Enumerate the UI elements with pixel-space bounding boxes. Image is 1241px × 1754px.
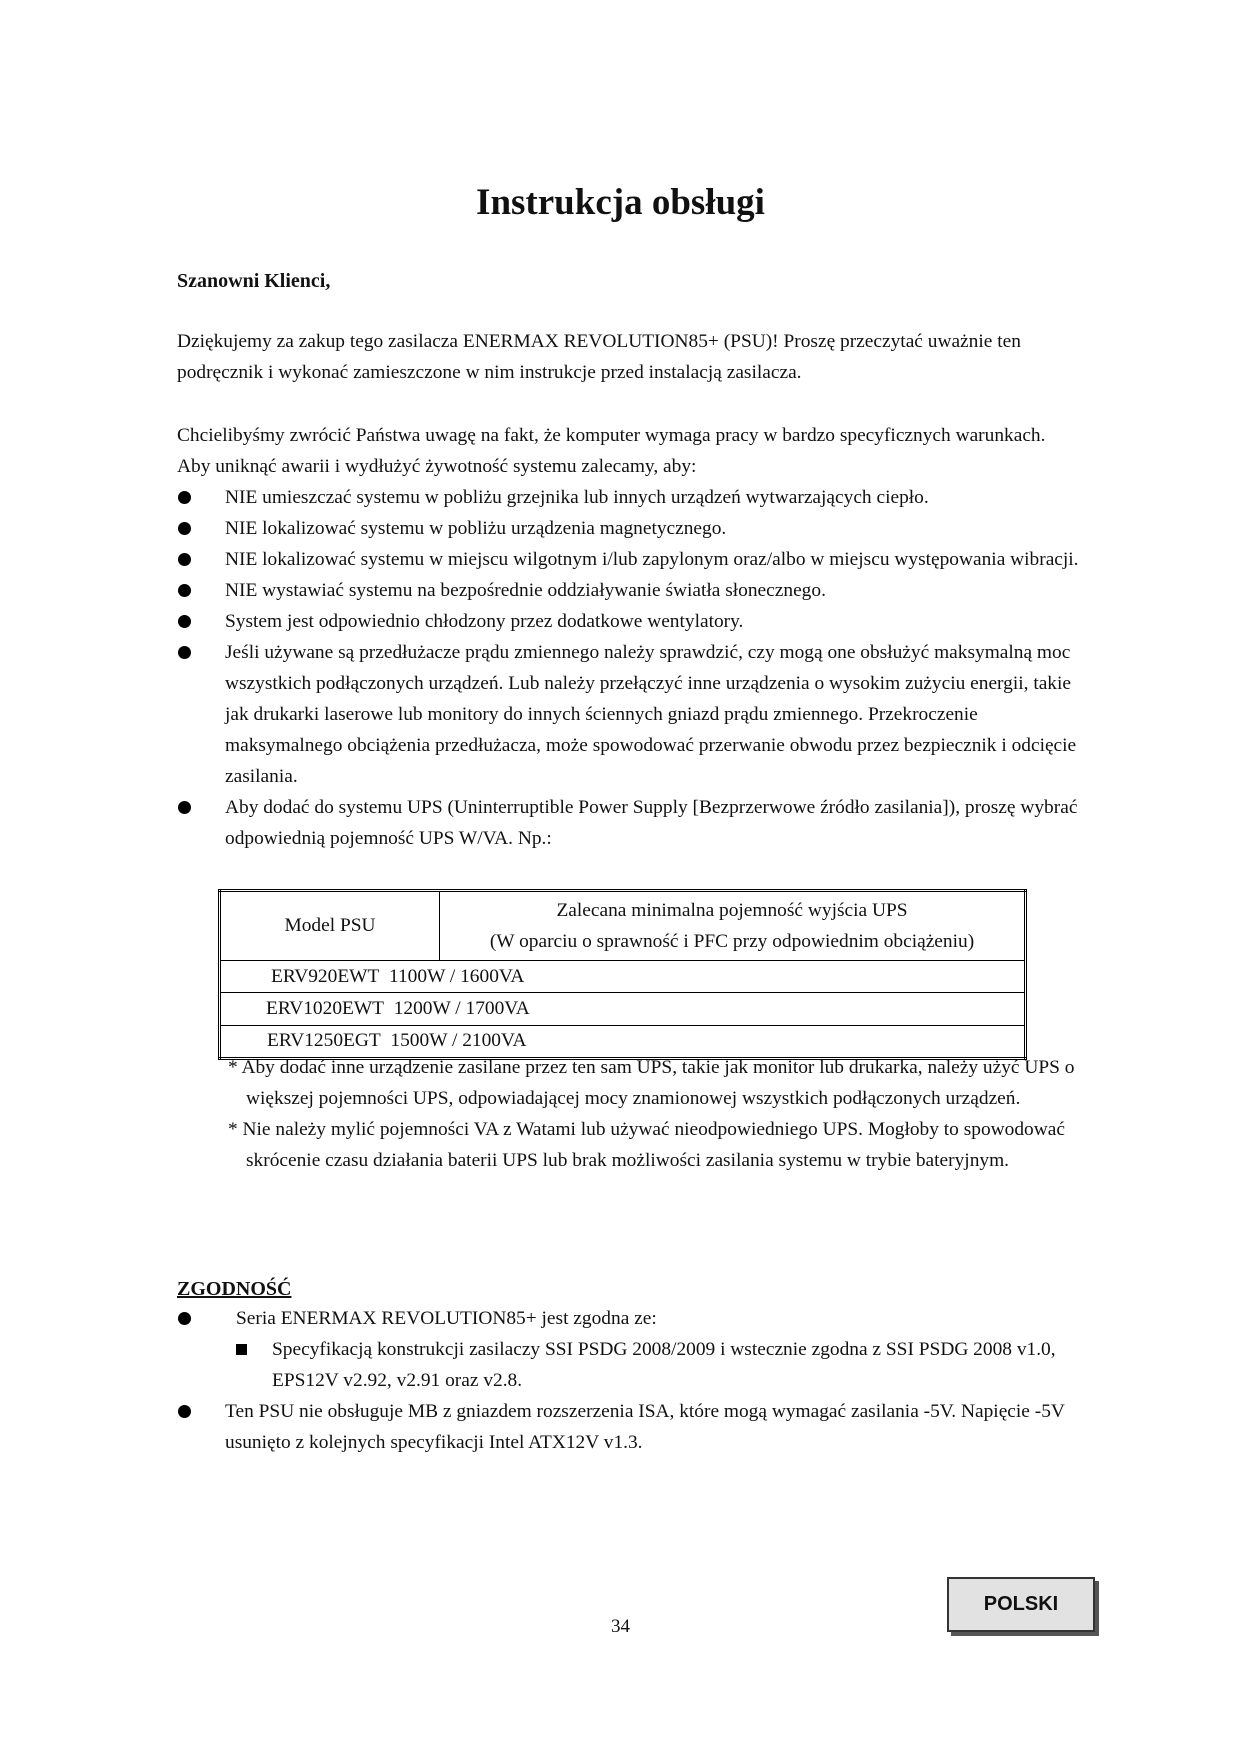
list-item: Aby dodać do systemu UPS (Uninterruptible Power Supply [Bezprzerwowe źródło zasilania]), proszę wybrać odpowiednią pojemność UPS W/VA. Np.: [177,792,1082,854]
list-item: NIE umieszczać systemu w pobliżu grzejnika lub innych urządzeń wytwarzających ciepło. [177,482,1082,513]
page-number: 34 [611,1616,630,1637]
bullet-icon [178,491,191,504]
list-item: NIE lokalizować systemu w pobliżu urządzenia magnetycznego. [177,513,1082,544]
table-row [220,960,1026,992]
header-model: Model PSU [220,891,440,961]
bullet-icon [178,584,191,597]
capacity-cell: 1500W / 2100VA [390,1030,527,1052]
square-bullet-icon [236,1344,247,1355]
table-notes [228,1052,1078,1176]
ups-capacity-table [218,889,1027,1060]
recommendations-list [177,482,1082,854]
list-item: Seria ENERMAX REVOLUTION85+ jest zgodna ze: Specyfikacją konstrukcji zasilaczy SSI PSDG 2008/2009 i wstecznie zgodna z SSI PSDG 2008 v1.0, EPS12V v2.92, v2.91 oraz v2.8. [177,1303,1082,1396]
bullet-icon [178,801,191,814]
language-badge: POLSKI [947,1577,1095,1632]
list-item: Ten PSU nie obsługuje MB z gniazdem rozszerzenia ISA, które mogą wymagać zasilania -5V. Napięcie -5V usunięto z kolejnych specyfikacji Intel ATX12V v1.3. [177,1396,1082,1458]
bullet-icon [178,1312,191,1325]
conditions-intro: Chcielibyśmy zwrócić Państwa uwagę na fakt, że komputer wymaga pracy w bardzo specyficznych warunkach. Aby uniknąć awarii i wydłużyć żywotność systemu zalecamy, aby: [177,425,1046,477]
compliance-heading: ZGODNOŚĆ [177,1278,292,1300]
note: * Nie należy mylić pojemności VA z Watami lub używać nieodpowiedniego UPS. Mogłoby to spowodować skrócenie czasu działania baterii UPS lub brak możliwości zasilania systemu w trybie bateryjnym. [228,1119,1065,1171]
table-row [220,993,1026,1025]
list-item: System jest odpowiednio chłodzony przez dodatkowe wentylatory. [177,606,1082,637]
list-item: NIE wystawiać systemu na bezpośrednie oddziaływanie światła słonecznego. [177,575,1082,606]
list-item: NIE lokalizować systemu w miejscu wilgotnym i/lub zapylonym oraz/albo w miejscu występowania wibracji. [177,544,1082,575]
list-item: Specyfikacją konstrukcji zasilaczy SSI PSDG 2008/2009 i wstecznie zgodna z SSI PSDG 2008 v1.0, EPS12V v2.92, v2.91 oraz v2.8. [236,1334,1082,1396]
bullet-icon [178,522,191,535]
bullet-icon [178,646,191,659]
compliance-list [177,1303,1082,1458]
header-capacity: Zalecana minimalna pojemność wyjścia UPS (W oparciu o sprawność i PFC przy odpowiednim obciążeniu) [440,891,1026,961]
capacity-cell: 1100W / 1600VA [389,965,525,987]
list-item: Jeśli używane są przedłużacze prądu zmiennego należy sprawdzić, czy mogą one obsłużyć maksymalną moc wszystkich podłączonych urządzeń. Lub należy przełączyć inne urządzenia o wysokim zużyciu energii, takie jak drukarki laserowe lub monitory do innych ściennych gniazd prądu zmiennego. Przekroczenie maksymalnego obciążenia przedłużacza, może spowodować przerwanie obwodu przez bezpiecznik i odcięcie zasilania. [177,637,1082,792]
page-title: Instrukcja obsługi [476,182,765,223]
intro-paragraph: Dziękujemy za zakup tego zasilacza ENERMAX REVOLUTION85+ (PSU)! Proszę przeczytać uważnie ten podręcznik i wykonać zamieszczone w nim instrukcje przed instalacją zasilacza. [177,331,1021,383]
note: * Aby dodać inne urządzenie zasilane przez ten sam UPS, takie jak monitor lub drukarka, należy użyć UPS o większej pojemności UPS, odpowiadającej mocy znamionowej wszystkich podłączonych urządzeń. [228,1057,1075,1109]
table-header-row [220,891,1026,961]
capacity-cell: 1200W / 1700VA [393,997,530,1019]
greeting: Szanowni Klienci, [177,270,331,292]
bullet-icon [178,615,191,628]
model-cell: ERV920EWT [271,965,380,987]
bullet-icon [178,553,191,566]
model-cell: ERV1020EWT [266,997,384,1019]
model-cell: ERV1250EGT [267,1030,381,1052]
bullet-icon [178,1405,191,1418]
compliance-sublist [236,1334,1082,1396]
